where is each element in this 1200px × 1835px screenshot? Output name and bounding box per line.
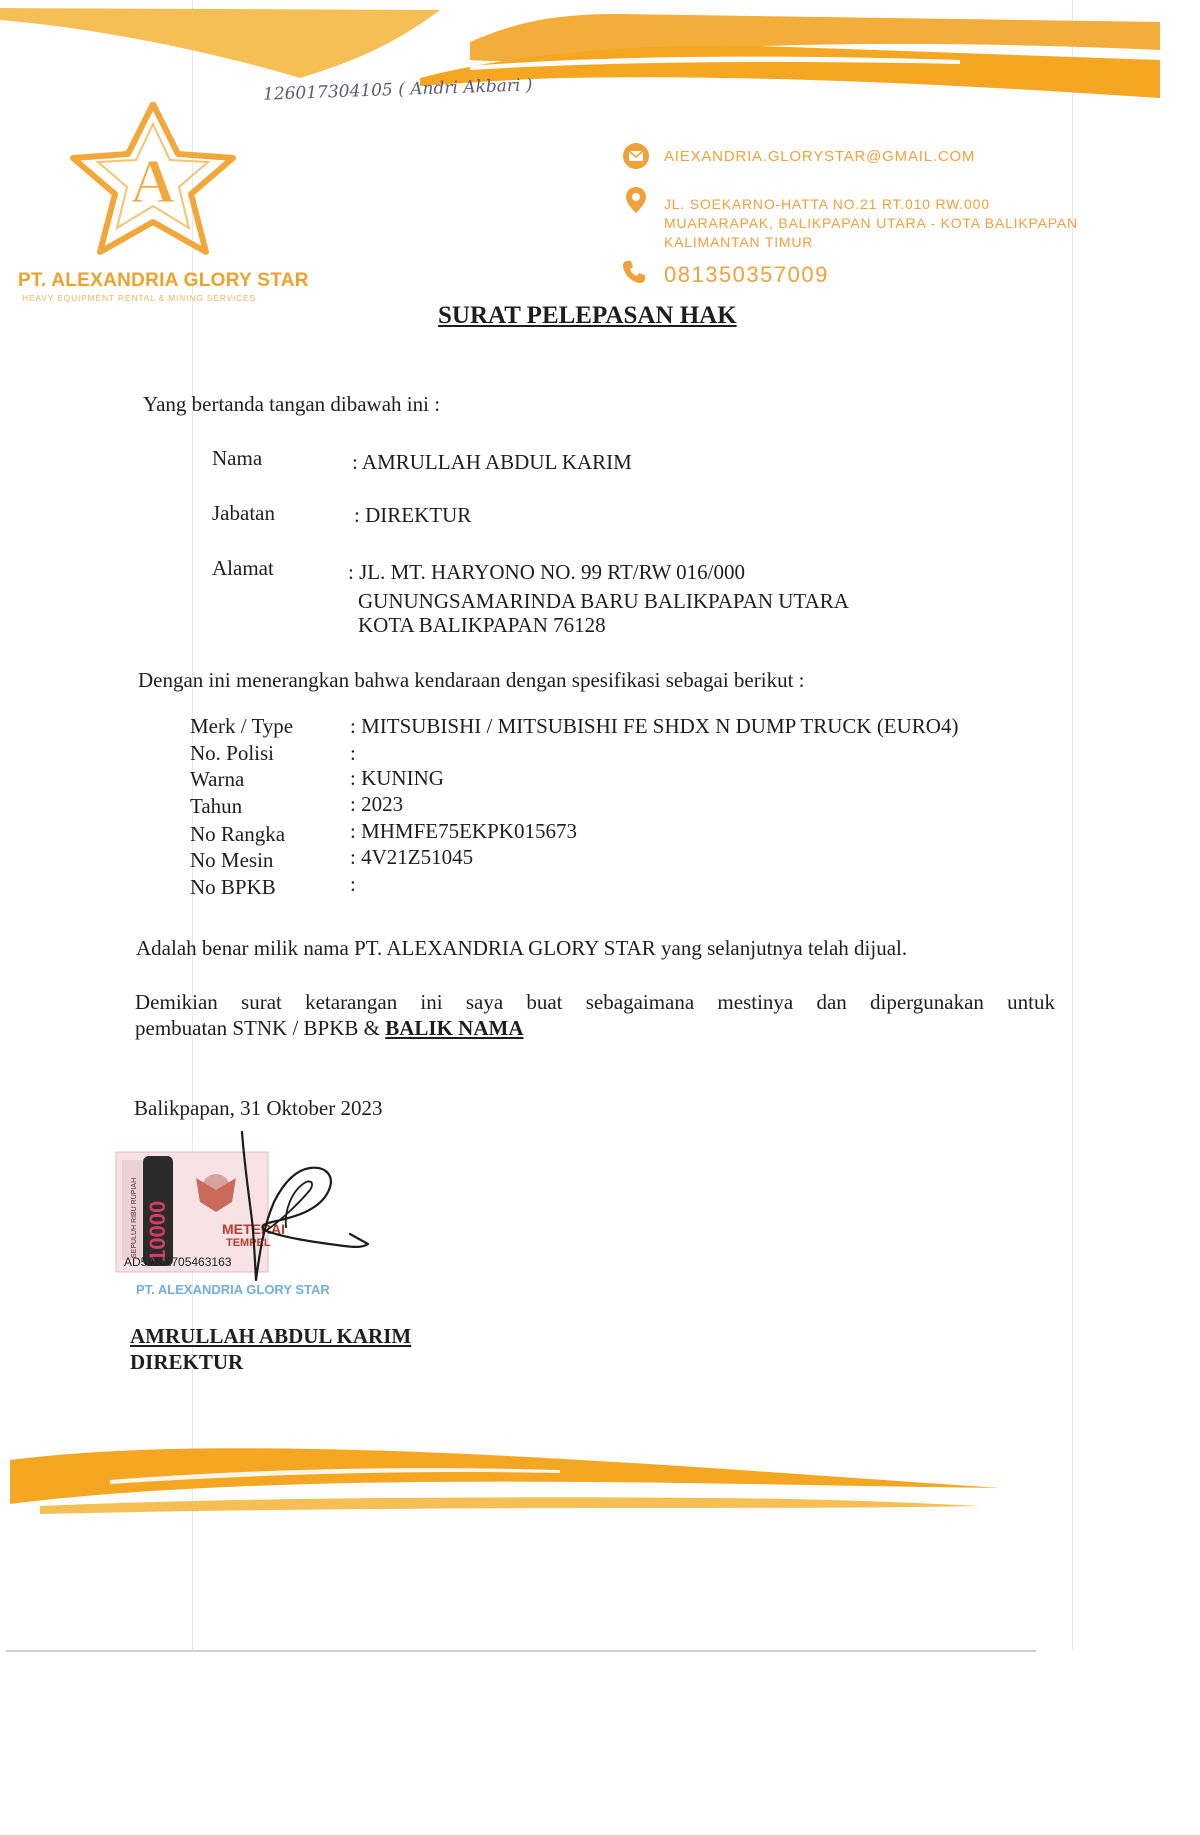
- company-address-line1: JL. SOEKARNO-HATTA NO.21 RT.010 RW.000: [664, 196, 990, 212]
- vehicle-spec-value: :: [350, 741, 356, 765]
- position-label: Jabatan: [212, 501, 275, 525]
- company-phone: 081350357009: [664, 262, 829, 287]
- envelope-icon: [622, 142, 650, 170]
- company-address-line2: MUARARAPAK, BALIKPAPAN UTARA - KOTA BALIKPAPAN: [664, 215, 1078, 231]
- company-address-line3: KALIMANTAN TIMUR: [664, 234, 814, 250]
- vehicle-spec-value: : MHMFE75EKPK015673: [350, 819, 577, 843]
- address-line1: : JL. MT. HARYONO NO. 99 RT/RW 016/000: [348, 560, 745, 584]
- vehicle-spec-label: Warna: [190, 767, 245, 791]
- address-line3: KOTA BALIKPAPAN 76128: [358, 613, 606, 637]
- vehicle-spec-label: No Rangka: [190, 822, 286, 846]
- meterai-serial: AD5AKX705463163: [124, 1255, 232, 1269]
- logo-letter: A: [130, 148, 176, 216]
- closing-line1: [135, 990, 1055, 1015]
- meterai-label1: METERAI: [222, 1221, 285, 1237]
- closing-line1-text: Demikian surat ketarangan ini saya buat sebagaimana mestinya dan dipergunakan untuk: [135, 990, 1055, 1014]
- company-tagline: HEAVY EQUIPMENT RENTAL & MINING SERVICES: [22, 293, 256, 303]
- vehicle-spec-value: : MITSUBISHI / MITSUBISHI FE SHDX N DUMP TRUCK (EURO4): [350, 714, 959, 738]
- vehicle-spec-value: : 4V21Z51045: [350, 845, 474, 869]
- vehicle-spec-label: No. Polisi: [190, 741, 275, 765]
- company-logo: [58, 102, 258, 262]
- closing-line2: [135, 1016, 524, 1041]
- meterai-value: 10000: [145, 1200, 170, 1262]
- vehicle-spec-label: Merk / Type: [190, 714, 294, 738]
- address-line2: GUNUNGSAMARINDA BARU BALIKPAPAN UTARA: [358, 589, 849, 613]
- position-value: : DIREKTUR: [354, 503, 472, 527]
- company-email: AIEXANDRIA.GLORYSTAR@GMAIL.COM: [664, 148, 976, 165]
- handwritten-note: 126017304105 ( Andri Akbari ): [262, 75, 533, 105]
- name-value: : AMRULLAH ABDUL KARIM: [352, 450, 632, 474]
- vehicle-spec-value: : 2023: [350, 792, 404, 816]
- closing-line2-prefix: pembuatan STNK / BPKB &: [135, 1016, 386, 1040]
- scan-line-right: [1072, 0, 1073, 1650]
- address-label: Alamat: [212, 556, 274, 580]
- vehicle-spec-label: Tahun: [190, 794, 243, 818]
- intro-text: Yang bertanda tangan dibawah ini :: [143, 392, 441, 416]
- company-stamp: PT. ALEXANDRIA GLORY STAR: [136, 1282, 330, 1297]
- signer-name: AMRULLAH ABDUL KARIM: [130, 1324, 412, 1348]
- ownership-text: Adalah benar milik nama PT. ALEXANDRIA GLORY STAR yang selanjutnya telah dijual.: [136, 936, 908, 960]
- statement-text: Dengan ini menerangkan bahwa kendaraan dengan spesifikasi sebagai berikut :: [138, 668, 805, 692]
- vehicle-spec-value: :: [350, 872, 356, 896]
- location-pin-icon: [624, 185, 648, 215]
- document-title: SURAT PELEPASAN HAK: [438, 302, 737, 329]
- meterai-label2: TEMPEL: [226, 1237, 271, 1249]
- vehicle-spec-label: No BPKB: [190, 875, 276, 899]
- company-name: PT. ALEXANDRIA GLORY STAR: [18, 270, 309, 291]
- meterai-stamp: [114, 1130, 374, 1310]
- phone-icon: [620, 258, 648, 286]
- place-date: Balikpapan, 31 Oktober 2023: [134, 1096, 383, 1120]
- footer-swoosh: [0, 1440, 1200, 1530]
- vehicle-spec-label: No Mesin: [190, 848, 274, 872]
- scan-line-bottom: [6, 1650, 1036, 1652]
- vehicle-spec-value: : KUNING: [350, 766, 444, 790]
- signer-role: DIREKTUR: [130, 1350, 244, 1374]
- meterai-side-text: SEPULUH RIBU RUPIAH: [131, 1177, 138, 1258]
- closing-line2-bold: BALIK NAMA: [385, 1016, 524, 1040]
- name-label: Nama: [212, 446, 263, 470]
